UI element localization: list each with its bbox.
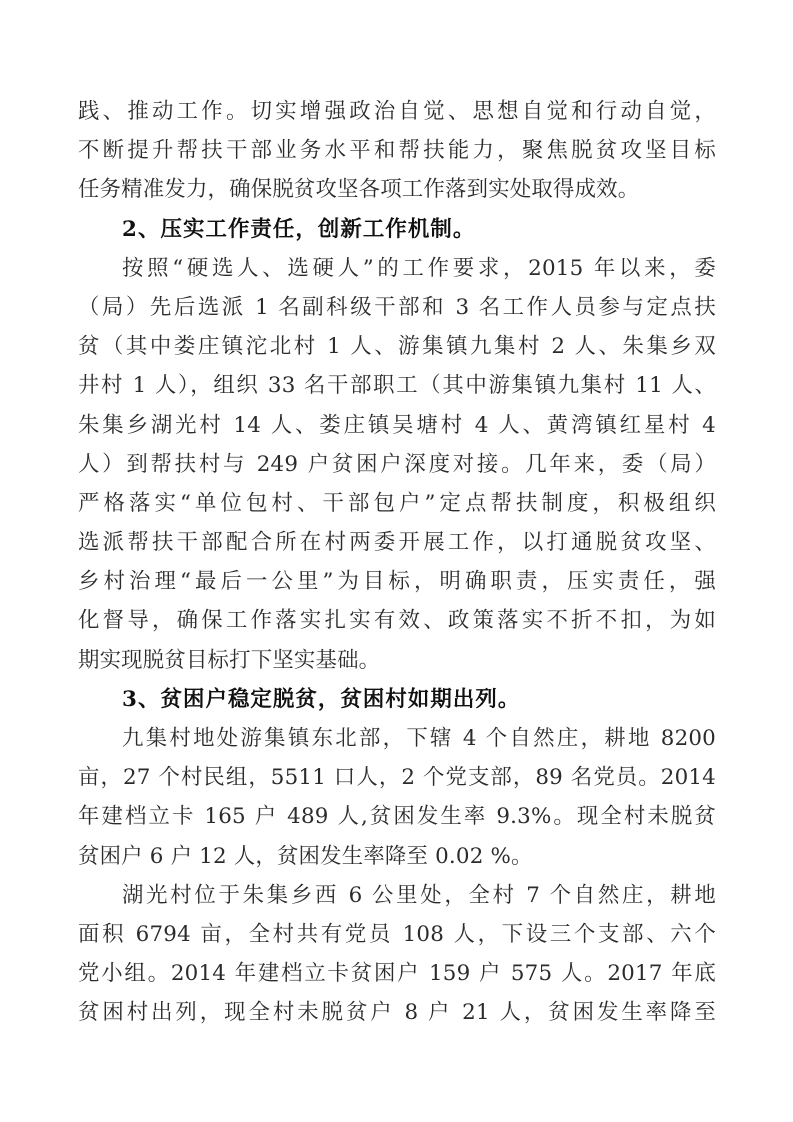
text-line: 贫（其中娄庄镇沱北村 1 人、游集镇九集村 2 人、朱集乡双 [78, 334, 716, 360]
text-line: 践、推动工作。切实增强政治自觉、思想自觉和行动自觉， [78, 99, 716, 124]
text-line: 九集村地处游集镇东北部，下辖 4 个自然庄，耕地 8200 [122, 726, 716, 751]
text-line: 年建档立卡 165 户 489 人,贫困发生率 9.3%。现全村未脱贫 [78, 804, 716, 830]
text-line: 井村 1 人），组织 33 名干部职工（其中游集镇九集村 11 人、 [78, 373, 716, 399]
text-line: 按照“硬选人、选硬人”的工作要求，2015 年以来，委 [122, 255, 716, 281]
text-line: 湖光村位于朱集乡西 6 公里处，全村 7 个自然庄，耕地 [122, 882, 716, 908]
section-heading-2: 2、压实工作责任，创新工作机制。 [122, 216, 476, 242]
text-line: 严格落实“单位包村、干部包户”定点帮扶制度，积极组织 [78, 490, 716, 516]
text-line: 不断提升帮扶干部业务水平和帮扶能力，聚焦脱贫攻坚目标 [78, 138, 716, 164]
text-line: 选派帮扶干部配合所在村两委开展工作，以打通脱贫攻坚、 [78, 530, 716, 556]
text-line: 任务精准发力，确保脱贫攻坚各项工作落到实处取得成效。 [78, 177, 640, 203]
section-heading-3: 3、贫困户稳定脱贫，贫困村如期出列。 [122, 686, 521, 712]
text-line: 化督导，确保工作落实扎实有效、政策落实不折不扣，为如 [78, 608, 716, 634]
text-line: 党小组。2014 年建档立卡贫困户 159 户 575 人。2017 年底 [78, 961, 716, 987]
text-line: 乡村治理“最后一公里”为目标，明确职责，压实责任，强 [78, 569, 716, 595]
text-line: 期实现脱贫目标打下坚实基础。 [78, 647, 381, 673]
text-line: 面积 6794 亩，全村共有党员 108 人，下设三个支部、六个 [78, 921, 716, 947]
text-line: （局）先后选派 1 名副科级干部和 3 名工作人员参与定点扶 [78, 294, 716, 320]
text-line: 人）到帮扶村与 249 户贫困户深度对接。几年来，委（局） [78, 451, 716, 477]
text-line: 朱集乡湖光村 14 人、娄庄镇吴塘村 4 人、黄湾镇红星村 4 [78, 412, 716, 438]
document-text-block [78, 92, 716, 1033]
text-line: 贫困户 6 户 12 人，贫困发生率降至 0.02 %。 [78, 843, 533, 869]
text-line: 亩，27 个村民组，5511 口人，2 个党支部，89 名党员。2014 [78, 765, 716, 791]
text-line: 贫困村出列，现全村未脱贫户 8 户 21 人，贫困发生率降至 [78, 1000, 716, 1026]
